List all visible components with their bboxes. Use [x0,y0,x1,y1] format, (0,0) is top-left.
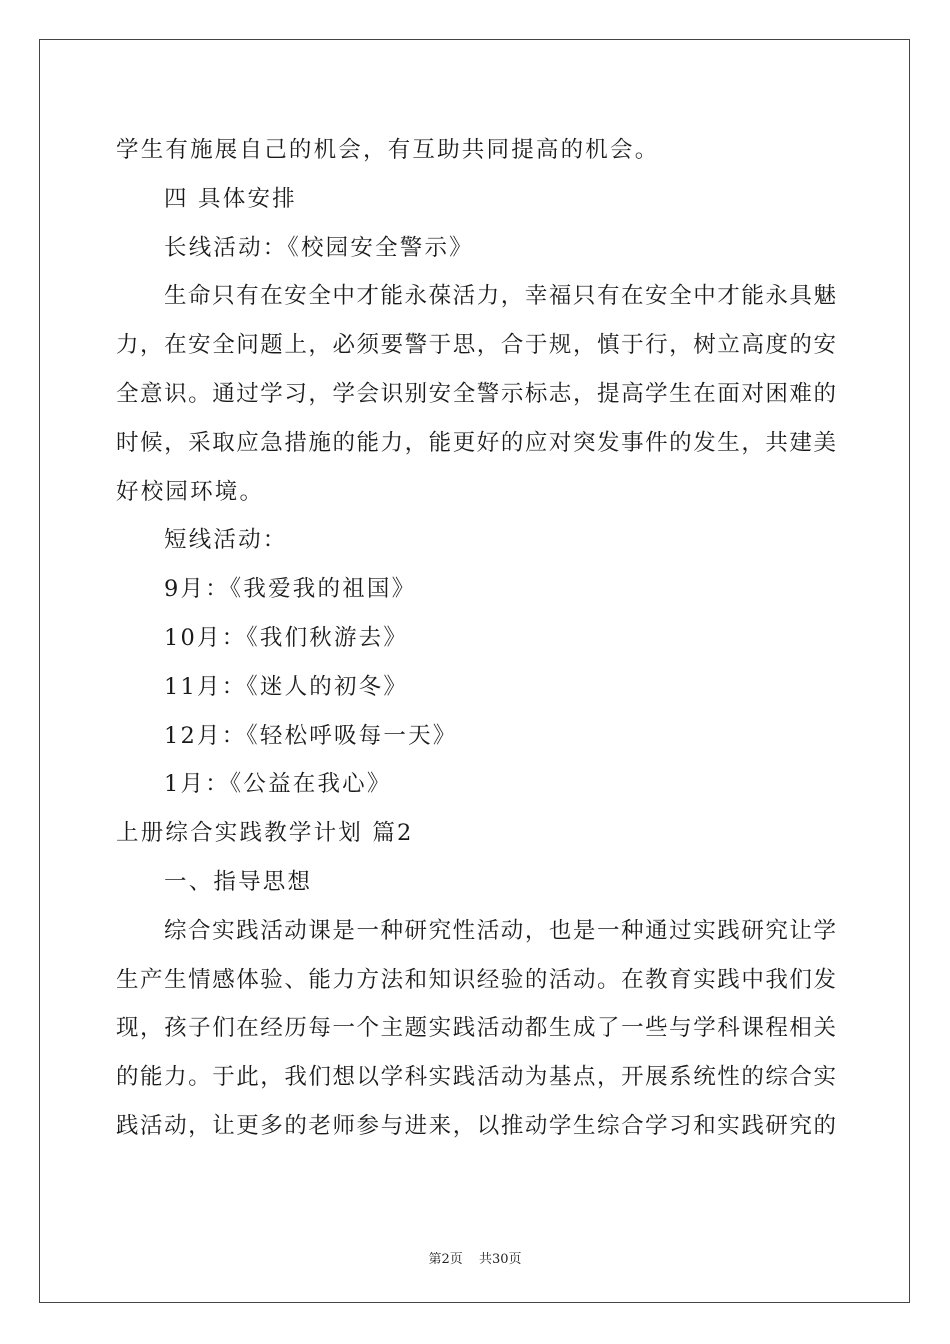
page-number: 第2页 [428,1252,463,1267]
text-line: 短线活动： [164,527,288,554]
text-line: 上册综合实践教学计划 篇2 [116,820,414,847]
text-line: 生命只有在安全中才能永葆活力，幸福只有在安全中才能永具魅 [164,283,836,310]
text-line: 践活动，让更多的老师参与进来，以推动学生综合学习和实践研究的 [116,1112,836,1139]
text-line: 学生有施展自己的机会，有互助共同提高的机会。 [116,137,660,163]
page-total: 共30页 [478,1252,522,1267]
document-body [116,126,836,1151]
text-line: 力，在安全问题上，必须要警于思，合于规，慎于行，树立高度的安 [116,332,836,359]
text-line: 时候，采取应急措施的能力，能更好的应对突发事件的发生，共建美 [116,429,836,456]
text-line: 一、指导思想 [164,868,313,895]
text-line: 10月：《我们秋游去》 [164,624,409,651]
text-line: 生产生情感体验、能力方法和知识经验的活动。在教育实践中我们发 [116,966,836,993]
text-line: 长线活动：《校园安全警示》 [164,234,474,261]
text-line: 11月：《迷人的初冬》 [164,673,409,700]
text-line: 综合实践活动课是一种研究性活动，也是一种通过实践研究让学 [164,917,836,944]
text-line: 现，孩子们在经历每一个主题实践活动都生成了一些与学科课程相关 [116,1015,836,1042]
text-line: 好校园环境。 [116,478,265,505]
page-footer [0,1248,950,1267]
text-line: 全意识。通过学习，学会识别安全警示标志，提高学生在面对困难的 [116,380,836,407]
text-line: 四 具体安排 [164,185,297,212]
text-line: 1月：《公益在我心》 [164,771,392,798]
text-line: 9月：《我爱我的祖国》 [164,576,417,603]
text-line: 12月：《轻松呼吸每一天》 [164,722,458,749]
text-line: 的能力。于此，我们想以学科实践活动为基点，开展系统性的综合实 [116,1064,836,1091]
